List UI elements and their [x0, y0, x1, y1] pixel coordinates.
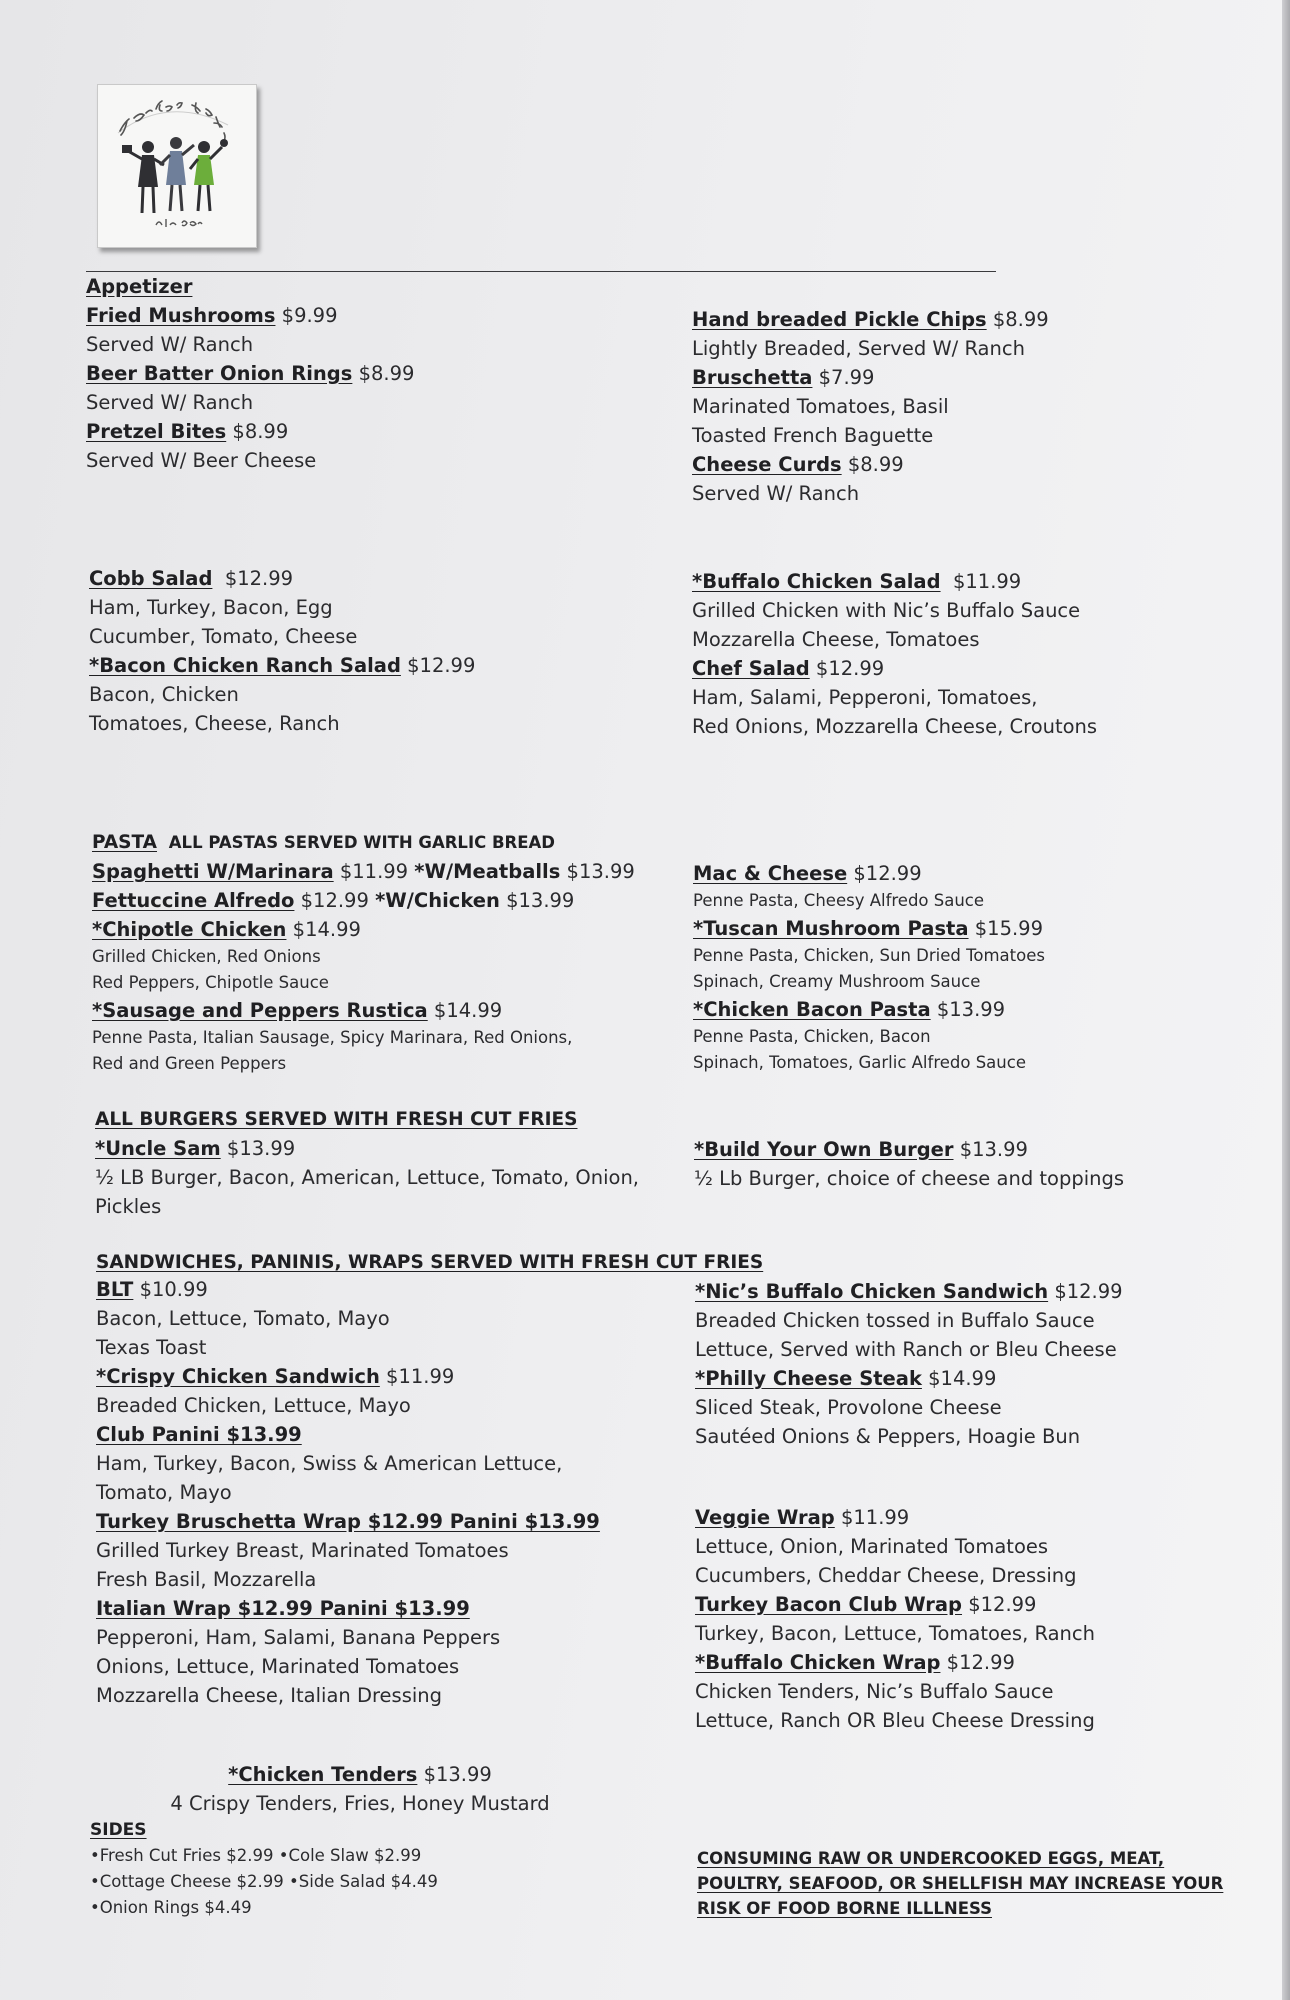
menu-item: [96, 1362, 600, 1391]
item-description: Mozzarella Cheese, Italian Dressing: [96, 1684, 443, 1707]
item-name: Club Panini $13.99: [96, 1423, 302, 1446]
item-name: BLT: [96, 1278, 134, 1301]
item-price: $11.99: [339, 860, 409, 883]
item-price: $15.99: [974, 917, 1043, 940]
item-description: Lettuce, Served with Ranch or Bleu Cheese: [695, 1338, 1117, 1361]
item-description: Chicken Tenders, Nic’s Buffalo Sauce: [695, 1680, 1054, 1703]
sides-line: •Cottage Cheese $2.99 •Side Salad $4.49: [90, 1872, 438, 1891]
item-price: $10.99: [139, 1278, 208, 1301]
item-name: *Nic’s Buffalo Chicken Sandwich: [695, 1280, 1049, 1303]
item-name: Veggie Wrap: [695, 1506, 835, 1529]
item-description: Penne Pasta, Chicken, Bacon: [693, 1027, 931, 1046]
item-price: $12.99: [853, 862, 922, 885]
menu-item: [695, 1648, 1095, 1677]
item-name: Pretzel Bites: [86, 420, 227, 443]
item-description: Ham, Turkey, Bacon, Egg: [89, 596, 333, 619]
item-description: Cucumber, Tomato, Cheese: [89, 625, 358, 648]
item-price: $9.99: [281, 304, 338, 327]
tenders-block: [150, 1760, 570, 1818]
menu-item: [89, 564, 475, 593]
food-safety-warning: [697, 1846, 1223, 1921]
item-name: Beer Batter Onion Rings: [86, 362, 353, 385]
item-description: Lightly Breaded, Served W/ Ranch: [692, 337, 1025, 360]
item-name: Mac & Cheese: [693, 862, 848, 885]
item-name: Cobb Salad: [89, 567, 213, 590]
item-description: Penne Pasta, Chicken, Sun Dried Tomatoes: [693, 946, 1045, 965]
item-name: Bruschetta: [692, 366, 813, 389]
item-description: Served W/ Ranch: [86, 391, 254, 414]
sandwiches-right-bottom-column: [695, 1503, 1095, 1735]
item-name: *Chicken Tenders: [228, 1763, 418, 1786]
item-description: ½ Lb Burger, choice of cheese and toppings: [694, 1167, 1125, 1190]
pasta-heading: [92, 828, 555, 857]
item-addon-price: $13.99: [566, 860, 635, 883]
item-name: Fettuccine Alfredo: [92, 889, 295, 912]
item-price: $12.99: [815, 657, 885, 680]
pasta-subtitle: ALL PASTAS SERVED WITH GARLIC BREAD: [168, 833, 555, 852]
menu-item: [692, 654, 1097, 683]
item-price: $8.99: [992, 308, 1049, 331]
item-name: *Sausage and Peppers Rustica: [92, 999, 428, 1022]
pasta-title: PASTA: [92, 832, 158, 853]
sides-heading: SIDES: [90, 1820, 147, 1840]
item-price: $13.99: [936, 998, 1006, 1021]
item-name: Turkey Bacon Club Wrap: [695, 1593, 963, 1616]
menu-item: [96, 1507, 600, 1536]
pasta-right-column: [693, 859, 1045, 1076]
menu-item: [692, 305, 1049, 334]
sandwiches-left-column: [96, 1275, 600, 1710]
sides-line: •Fresh Cut Fries $2.99 •Cole Slaw $2.99: [90, 1846, 422, 1865]
item-addon: *W/Meatballs: [414, 860, 561, 883]
item-price: $13.99: [423, 1763, 492, 1786]
item-description: Lettuce, Onion, Marinated Tomatoes: [695, 1535, 1049, 1558]
menu-item: [695, 1277, 1123, 1306]
item-description: Texas Toast: [96, 1336, 207, 1359]
item-price: $11.99: [952, 570, 1022, 593]
salads-left-column: [89, 564, 475, 738]
item-price: $12.99: [946, 1651, 1015, 1674]
item-description: Bacon, Chicken: [89, 683, 239, 706]
item-name: Italian Wrap $12.99 Panini $13.99: [96, 1597, 470, 1620]
item-name: *Buffalo Chicken Salad: [692, 570, 941, 593]
menu-item: [694, 1135, 1124, 1164]
item-name: *Uncle Sam: [95, 1137, 221, 1160]
item-description: Served W/ Ranch: [86, 333, 254, 356]
menu-item: [692, 450, 1049, 479]
sandwiches-heading: SANDWICHES, PANINIS, WRAPS SERVED WITH FRESH CUT FRIES: [96, 1252, 764, 1273]
menu-item: [693, 995, 1045, 1024]
item-name: Spaghetti W/Marinara: [92, 860, 334, 883]
logo-lettering: [120, 101, 225, 141]
menu-item: [695, 1590, 1095, 1619]
item-price: $12.99: [1054, 1280, 1123, 1303]
item-price: $8.99: [232, 420, 289, 443]
warning-line: POULTRY, SEAFOOD, OR SHELLFISH MAY INCREASE YOUR: [697, 1874, 1224, 1893]
item-name: *Tuscan Mushroom Pasta: [693, 917, 969, 940]
women-silhouettes: [122, 137, 228, 213]
item-description: 4 Crispy Tenders, Fries, Honey Mustard: [170, 1792, 550, 1815]
item-name: *Buffalo Chicken Wrap: [695, 1651, 941, 1674]
item-description: Sliced Steak, Provolone Cheese: [695, 1396, 1002, 1419]
item-price: $8.99: [847, 453, 904, 476]
menu-item: [695, 1364, 1123, 1393]
sides-line: •Onion Rings $4.49: [90, 1898, 252, 1917]
item-description: ½ LB Burger, Bacon, American, Lettuce, Tomato, Onion,: [95, 1166, 640, 1189]
warning-line: CONSUMING RAW OR UNDERCOOKED EGGS, MEAT,: [697, 1849, 1165, 1868]
item-description: Toasted French Baguette: [692, 424, 934, 447]
item-price: $11.99: [840, 1506, 910, 1529]
menu-item: [692, 363, 1049, 392]
item-description: Grilled Chicken, Red Onions: [92, 947, 321, 966]
item-description: Breaded Chicken, Lettuce, Mayo: [96, 1394, 411, 1417]
item-description: Tomato, Mayo: [96, 1481, 232, 1504]
menu-item: [695, 1503, 1095, 1532]
item-price: $13.99: [959, 1138, 1028, 1161]
item-price: $12.99: [300, 889, 369, 912]
item-description: Lettuce, Ranch OR Bleu Cheese Dressing: [695, 1709, 1095, 1732]
item-description: Cucumbers, Cheddar Cheese, Dressing: [695, 1564, 1077, 1587]
item-description: Penne Pasta, Italian Sausage, Spicy Marinara, Red Onions,: [92, 1028, 573, 1047]
page-edge: [1282, 0, 1290, 2000]
item-description: Red Peppers, Chipotle Sauce: [92, 973, 329, 992]
menu-item: [96, 1420, 600, 1449]
item-name: *Crispy Chicken Sandwich: [96, 1365, 380, 1388]
logo-illustration: [98, 85, 256, 247]
item-price: $7.99: [818, 366, 875, 389]
item-description: Breaded Chicken tossed in Buffalo Sauce: [695, 1309, 1095, 1332]
item-price: $8.99: [358, 362, 415, 385]
item-name: *Chicken Bacon Pasta: [693, 998, 931, 1021]
item-description: Grilled Turkey Breast, Marinated Tomatoes: [96, 1539, 509, 1562]
item-description: Pickles: [95, 1195, 162, 1218]
menu-item: [95, 1134, 639, 1163]
restaurant-logo: [97, 84, 257, 248]
item-description: Tomatoes, Cheese, Ranch: [89, 712, 340, 735]
item-name: *Build Your Own Burger: [694, 1138, 954, 1161]
item-price: $11.99: [386, 1365, 455, 1388]
salads-right-column: [692, 567, 1097, 741]
menu-item: [86, 417, 414, 446]
item-price: $14.99: [292, 918, 361, 941]
item-description: Spinach, Creamy Mushroom Sauce: [693, 972, 981, 991]
menu-item: [89, 651, 475, 680]
menu-item: [150, 1760, 570, 1789]
item-price: $13.99: [226, 1137, 296, 1160]
item-description: Ham, Salami, Pepperoni, Tomatoes,: [692, 686, 1038, 709]
warning-line: RISK OF FOOD BORNE ILLLNESS: [697, 1899, 992, 1918]
burgers-right-column: [694, 1135, 1124, 1193]
item-description: Bacon, Lettuce, Tomato, Mayo: [96, 1307, 390, 1330]
sides-block: [90, 1817, 438, 1921]
item-description: Onions, Lettuce, Marinated Tomatoes: [96, 1655, 460, 1678]
item-name: *Bacon Chicken Ranch Salad: [89, 654, 401, 677]
item-addon-price: $13.99: [506, 889, 575, 912]
item-addon: *W/Chicken: [375, 889, 500, 912]
burgers-heading: ALL BURGERS SERVED WITH FRESH CUT FRIES: [95, 1109, 578, 1130]
burgers-left-column: [95, 1105, 639, 1221]
menu-item: [92, 996, 635, 1025]
sandwiches-right-top-column: [695, 1277, 1123, 1451]
appetizer-heading: Appetizer: [86, 275, 193, 298]
logo-sub-lettering: [156, 219, 202, 227]
item-name: Fried Mushrooms: [86, 304, 276, 327]
item-description: Mozzarella Cheese, Tomatoes: [692, 628, 980, 651]
item-description: Red Onions, Mozzarella Cheese, Croutons: [692, 715, 1098, 738]
item-name: *Philly Cheese Steak: [695, 1367, 922, 1390]
item-name: *Chipotle Chicken: [92, 918, 287, 941]
sandwiches-heading-row: [96, 1248, 763, 1277]
item-description: Ham, Turkey, Bacon, Swiss & American Lettuce,: [96, 1452, 563, 1475]
item-description: Served W/ Beer Cheese: [86, 449, 317, 472]
item-description: Marinated Tomatoes, Basil: [692, 395, 949, 418]
appetizer-right-column: [692, 305, 1049, 508]
menu-item: [86, 301, 414, 330]
menu-item: [96, 1275, 600, 1304]
item-description: Pepperoni, Ham, Salami, Banana Peppers: [96, 1626, 501, 1649]
item-price: $12.99: [407, 654, 476, 677]
item-description: Red and Green Peppers: [92, 1054, 287, 1073]
item-description: Penne Pasta, Cheesy Alfredo Sauce: [693, 891, 985, 910]
menu-item: [92, 857, 635, 886]
menu-item: [92, 915, 635, 944]
item-price: $12.99: [224, 567, 294, 590]
item-name: Turkey Bruschetta Wrap $12.99 Panini $13.99: [96, 1510, 600, 1533]
menu-item: [96, 1594, 600, 1623]
item-description: Served W/ Ranch: [692, 482, 860, 505]
menu-item: [693, 859, 1045, 888]
item-description: Grilled Chicken with Nic’s Buffalo Sauce: [692, 599, 1081, 622]
item-description: Sautéed Onions & Peppers, Hoagie Bun: [695, 1425, 1081, 1448]
pasta-left-column: [92, 857, 635, 1077]
item-price: $14.99: [928, 1367, 997, 1390]
item-name: Chef Salad: [692, 657, 810, 680]
menu-item: [692, 567, 1097, 596]
appetizer-left-column: [86, 272, 414, 475]
menu-item: [86, 359, 414, 388]
item-name: Hand breaded Pickle Chips: [692, 308, 987, 331]
menu-item: [693, 914, 1045, 943]
item-price: $14.99: [433, 999, 503, 1022]
menu-item: [92, 886, 635, 915]
item-description: Spinach, Tomatoes, Garlic Alfredo Sauce: [693, 1053, 1026, 1072]
item-price: $12.99: [968, 1593, 1037, 1616]
item-description: Fresh Basil, Mozzarella: [96, 1568, 317, 1591]
item-description: Turkey, Bacon, Lettuce, Tomatoes, Ranch: [695, 1622, 1095, 1645]
item-name: Cheese Curds: [692, 453, 842, 476]
